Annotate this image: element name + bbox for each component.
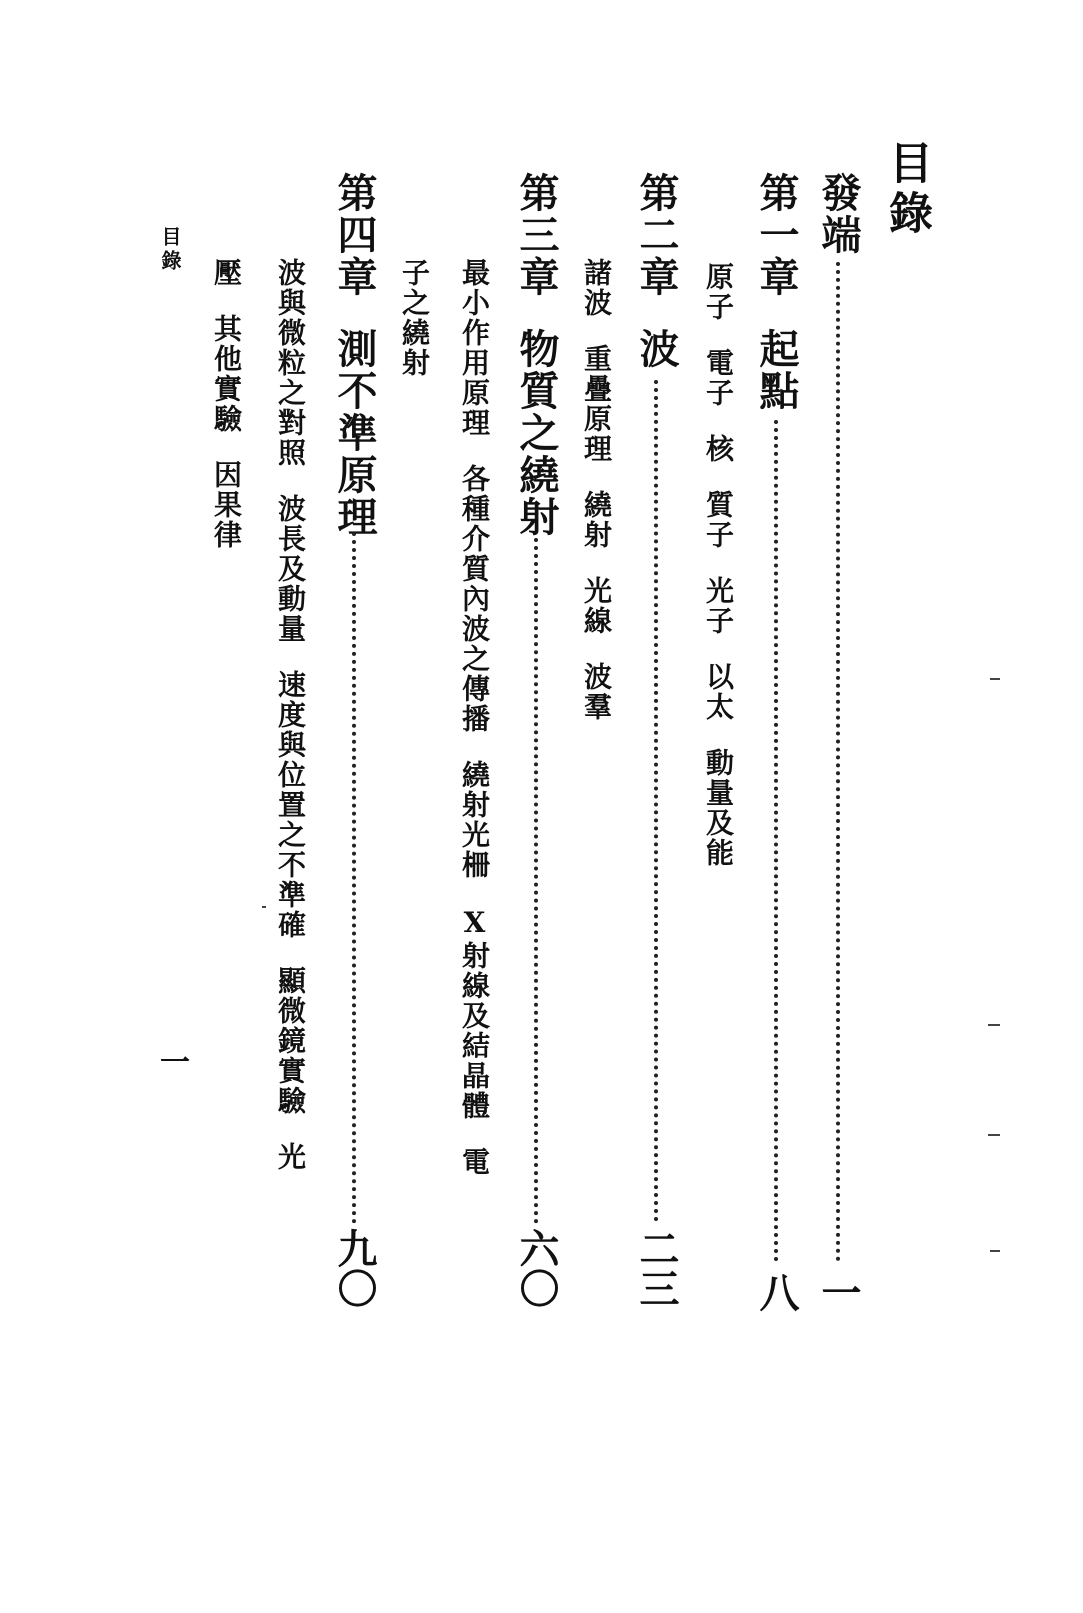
- topic: 壓: [210, 258, 243, 288]
- toc-entry-chapter-1-page: 八: [753, 1272, 800, 1312]
- toc-entry-chapter-4-name: 測不準原理: [331, 328, 378, 538]
- running-head: 目錄: [158, 226, 182, 274]
- toc-entry-chapter-3-heading: [513, 172, 560, 538]
- topic: 諸波: [580, 258, 613, 318]
- topic: 波長及動量: [274, 494, 307, 644]
- topic: 子之繞射: [398, 258, 431, 378]
- scan-speck: [988, 1024, 1000, 1026]
- toc-chapter-3-topics-line-2: [398, 258, 431, 378]
- topic: 質子: [702, 490, 735, 550]
- topic: 顯微鏡實驗: [274, 966, 307, 1116]
- toc-leader-preface: [836, 262, 840, 1262]
- toc-entry-chapter-3-label: 第三章: [513, 172, 560, 298]
- topic: 電: [458, 1147, 491, 1177]
- topic: 原子: [702, 262, 735, 322]
- topic: 繞射: [580, 490, 613, 550]
- toc-leader-chapter-4: [352, 532, 356, 1224]
- scan-speck: [990, 1250, 1000, 1252]
- toc-entry-chapter-2-name: 波: [633, 328, 680, 370]
- page-title: 目錄: [881, 140, 932, 240]
- toc-leader-chapter-1: [774, 420, 778, 1262]
- toc-leader-chapter-2: [654, 380, 658, 1222]
- topic: 因果律: [210, 460, 243, 550]
- toc-chapter-4-topics-line-2: [210, 258, 243, 550]
- topic: 光線: [580, 576, 613, 636]
- toc-chapter-4-topics-line-1: [274, 258, 307, 1172]
- toc-entry-chapter-2-heading: [633, 172, 680, 370]
- topic: 動量及能: [702, 748, 735, 868]
- toc-entry-chapter-1-heading: [753, 172, 800, 412]
- topic: 波與微粒之對照: [274, 258, 307, 468]
- scan-speck: [262, 906, 266, 908]
- toc-entry-chapter-2-page: 二三: [633, 1228, 680, 1308]
- topic: 繞射光柵: [458, 760, 491, 880]
- topic: 光: [274, 1142, 307, 1172]
- topic: 各種介質內波之傳播: [458, 464, 491, 734]
- toc-chapter-1-topics: [702, 262, 735, 868]
- topic: X射線及結晶體: [458, 906, 491, 1121]
- toc-entry-chapter-3-name: 物質之繞射: [513, 328, 560, 538]
- topic: 波羣: [580, 662, 613, 722]
- toc-entry-chapter-4-page: 九〇: [331, 1228, 378, 1308]
- topic: 最小作用原理: [458, 258, 491, 438]
- toc-entry-chapter-1-label: 第一章: [753, 172, 800, 298]
- toc-leader-chapter-3: [534, 538, 538, 1224]
- toc-entry-chapter-3-page: 六〇: [513, 1228, 560, 1308]
- scan-speck: [990, 678, 1000, 680]
- toc-entry-chapter-1-name: 起點: [753, 328, 800, 412]
- topic: 光子: [702, 576, 735, 636]
- topic: 重疊原理: [580, 344, 613, 464]
- page-folio: 一: [154, 1046, 189, 1076]
- topic: 以太: [702, 662, 735, 722]
- toc-entry-preface-label: 發端: [815, 172, 862, 256]
- topic: 速度與位置之不準確: [274, 670, 307, 940]
- toc-chapter-2-topics: [580, 258, 613, 722]
- topic: 核: [702, 434, 735, 464]
- toc-entry-preface-page: 一: [815, 1272, 862, 1312]
- topic: 電子: [702, 348, 735, 408]
- topic: 其他實驗: [210, 314, 243, 434]
- toc-chapter-3-topics-line-1: [458, 258, 491, 1177]
- scan-speck: [988, 1134, 1000, 1136]
- toc-entry-chapter-4-heading: [331, 172, 378, 538]
- toc-entry-chapter-4-label: 第四章: [331, 172, 378, 298]
- toc-entry-chapter-2-label: 第二章: [633, 172, 680, 298]
